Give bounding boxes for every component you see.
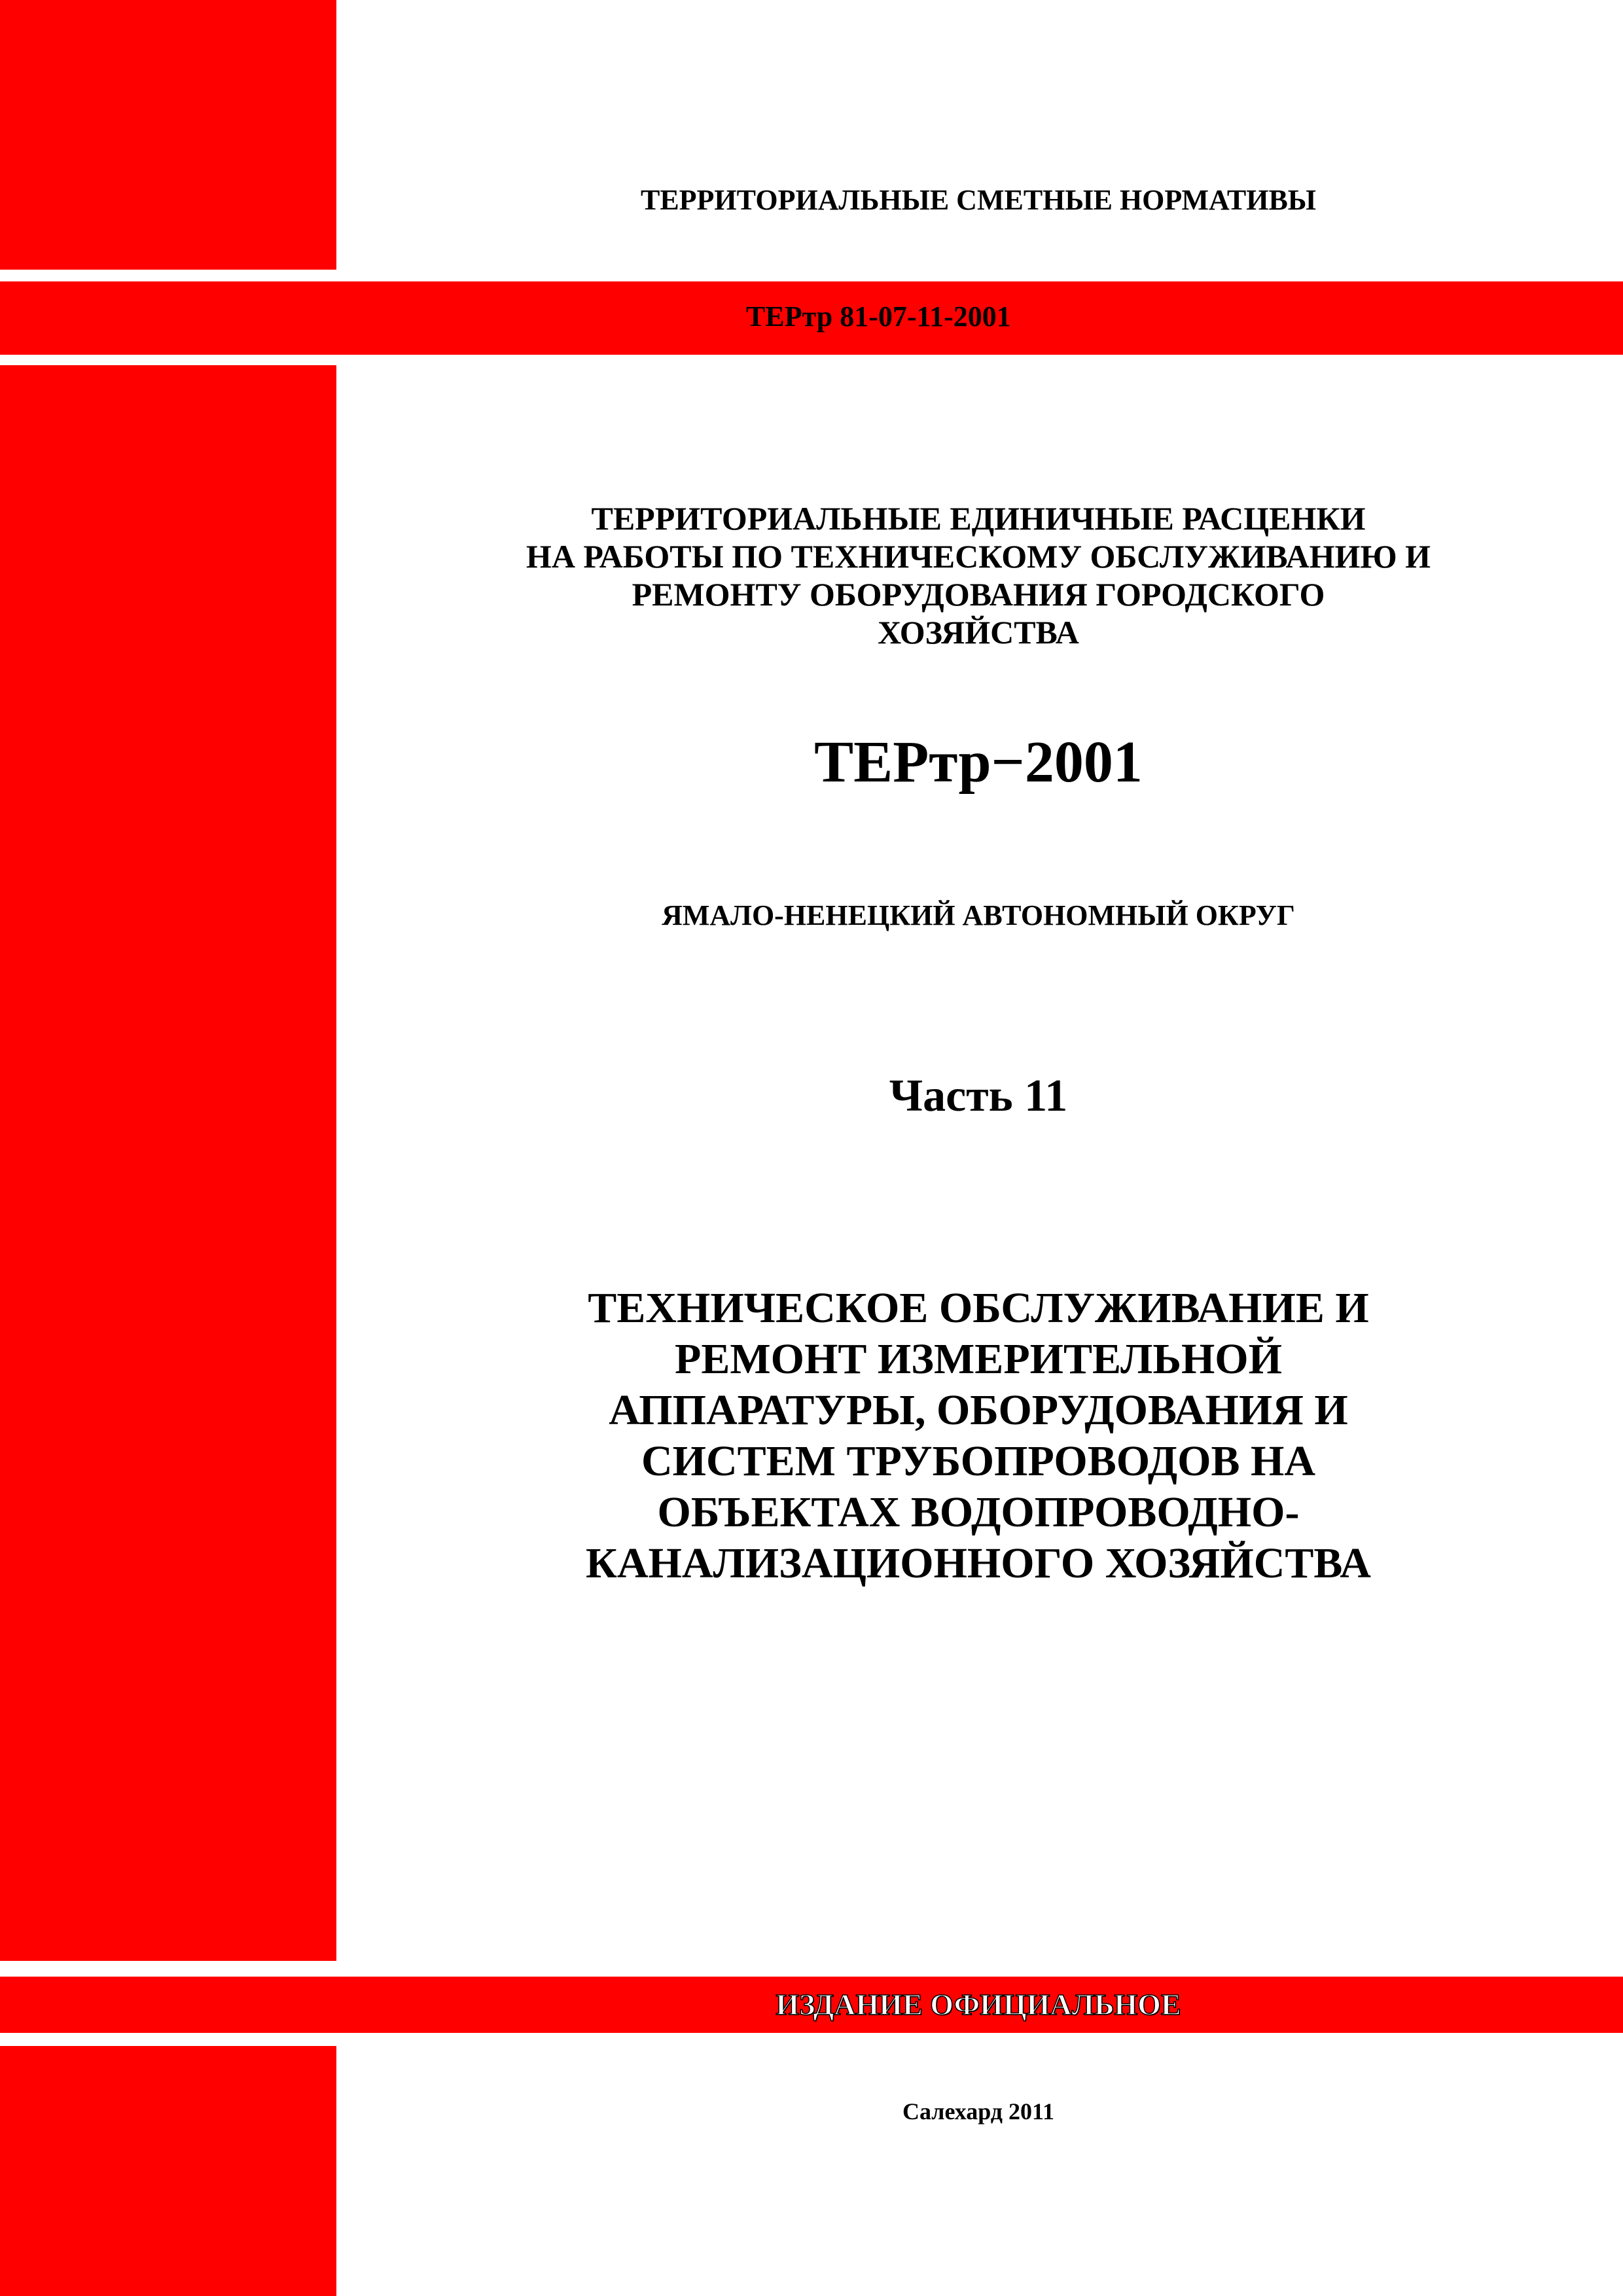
subject-line: КАНАЛИЗАЦИОННОГО ХОЗЯЙСТВА: [586, 1539, 1371, 1587]
region: ЯМАЛО-НЕНЕЦКИЙ АВТОНОМНЫЙ ОКРУГ: [662, 899, 1295, 931]
header-norms: ТЕРРИТОРИАЛЬНЫЕ СМЕТНЫЕ НОРМАТИВЫ: [640, 184, 1317, 216]
main-title-line: ТЕРРИТОРИАЛЬНЫЕ ЕДИНИЧНЫЕ РАСЦЕНКИ: [591, 500, 1366, 537]
part-number: Часть 11: [889, 1071, 1068, 1121]
main-title: [357, 499, 1600, 651]
red-block-top: [0, 0, 336, 270]
main-title-line: ХОЗЯЙСТВА: [878, 614, 1079, 651]
main-title-line: РЕМОНТУ ОБОРУДОВАНИЯ ГОРОДСКОГО: [632, 576, 1325, 613]
subject-title: [357, 1283, 1600, 1589]
subject-line: АППАРАТУРЫ, ОБОРУДОВАНИЯ И: [609, 1386, 1348, 1434]
document-code: ТЕРтр 81-07-11-2001: [746, 300, 1011, 332]
main-title-line: НА РАБОТЫ ПО ТЕХНИЧЕСКОМУ ОБСЛУЖИВАНИЮ И: [526, 538, 1431, 575]
red-block-bottom: [0, 2046, 336, 2296]
subject-line: ОБЪЕКТАХ ВОДОПРОВОДНО-: [657, 1488, 1300, 1536]
subject-line: СИСТЕМ ТРУБОПРОВОДОВ НА: [641, 1437, 1316, 1485]
official-edition: ИЗДАНИЕ ОФИЦИАЛЬНОЕ: [776, 1988, 1181, 2021]
subject-line: РЕМОНТ ИЗМЕРИТЕЛЬНОЙ: [675, 1335, 1282, 1383]
place-year: Салехард 2011: [902, 2098, 1055, 2125]
red-block-middle: [0, 365, 336, 1961]
subject-line: ТЕХНИЧЕСКОЕ ОБСЛУЖИВАНИЕ И: [588, 1284, 1369, 1332]
short-code: ТЕРтр−2001: [814, 730, 1143, 795]
